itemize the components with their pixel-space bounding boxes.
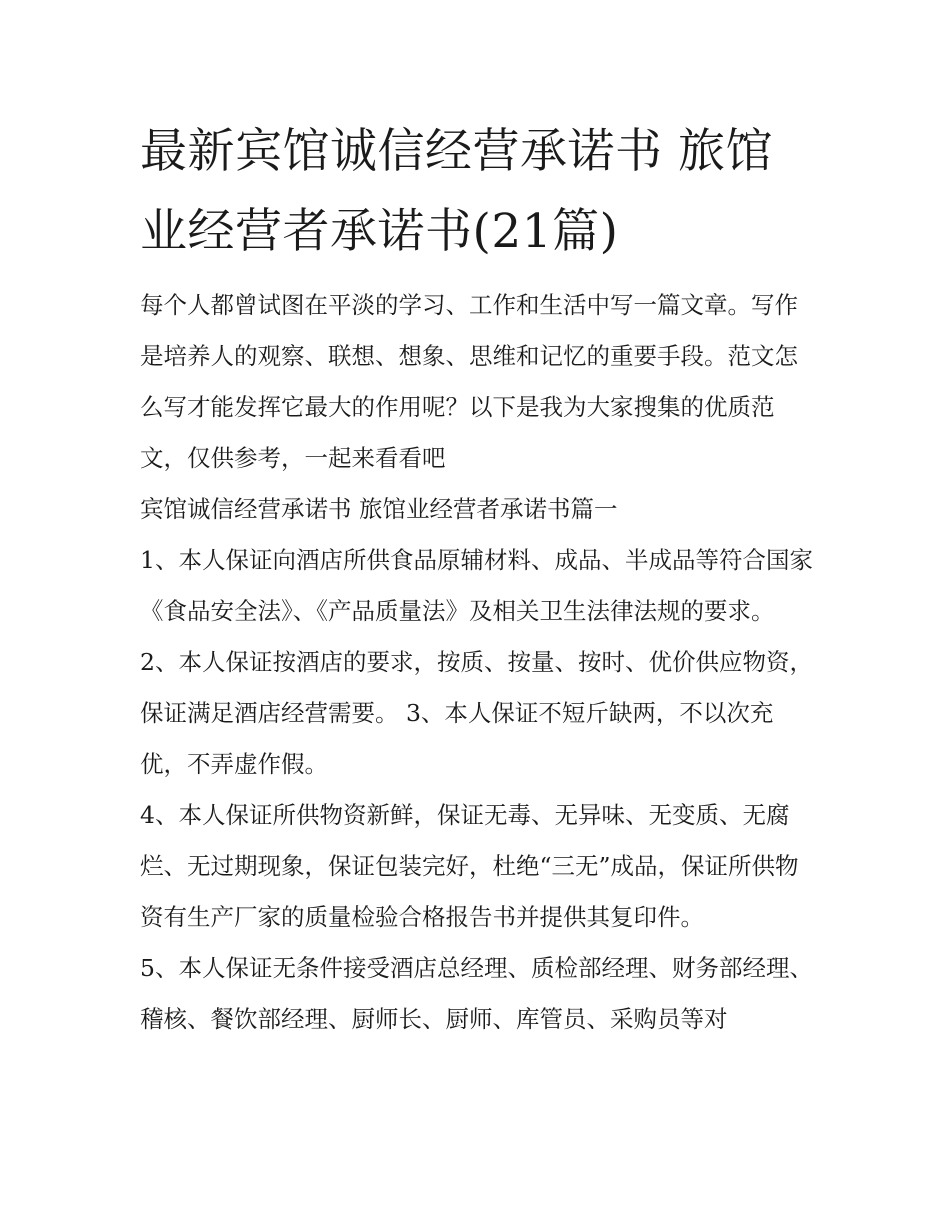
section-heading: 宾馆诚信经营承诺书 旅馆业经营者承诺书篇一 [140,495,618,523]
clause-2-3: 2、本人保证按酒店的要求，按质、按量、按时、优价供应物资，保证满足酒店经营需要。 3、本人保证不短斤缺两，不以次充优，不弄虚作假。 [140,648,813,778]
clause-1: 1、本人保证向酒店所供食品原辅材料、成品、半成品等符合国家《食品安全法》、《产品质量法》及相关卫生法律法规的要求。 [140,546,813,625]
document-title: 最新宾馆诚信经营承诺书 旅馆业经营者承诺书(21篇) [140,124,773,259]
clause-5: 5、本人保证无条件接受酒店总经理、质检部经理、财务部经理、稽核、餐饮部经理、厨师长、厨师、库管员、采购员等对 [140,954,813,1033]
clause-4: 4、本人保证所供物资新鲜，保证无毒、无异味、无变质、无腐烂、无过期现象，保证包装完好，杜绝“三无”成品，保证所供物资有生产厂家的质量检验合格报告书并提供其复印件。 [140,801,799,931]
document-page [140,112,820,1045]
intro-paragraph: 每个人都曾试图在平淡的学习、工作和生活中写一篇文章。写作是培养人的观察、联想、想象、思维和记忆的重要手段。范文怎么写才能发挥它最大的作用呢？以下是我为大家搜集的优质范文，仅供参考，一起来看看吧 [140,291,798,472]
